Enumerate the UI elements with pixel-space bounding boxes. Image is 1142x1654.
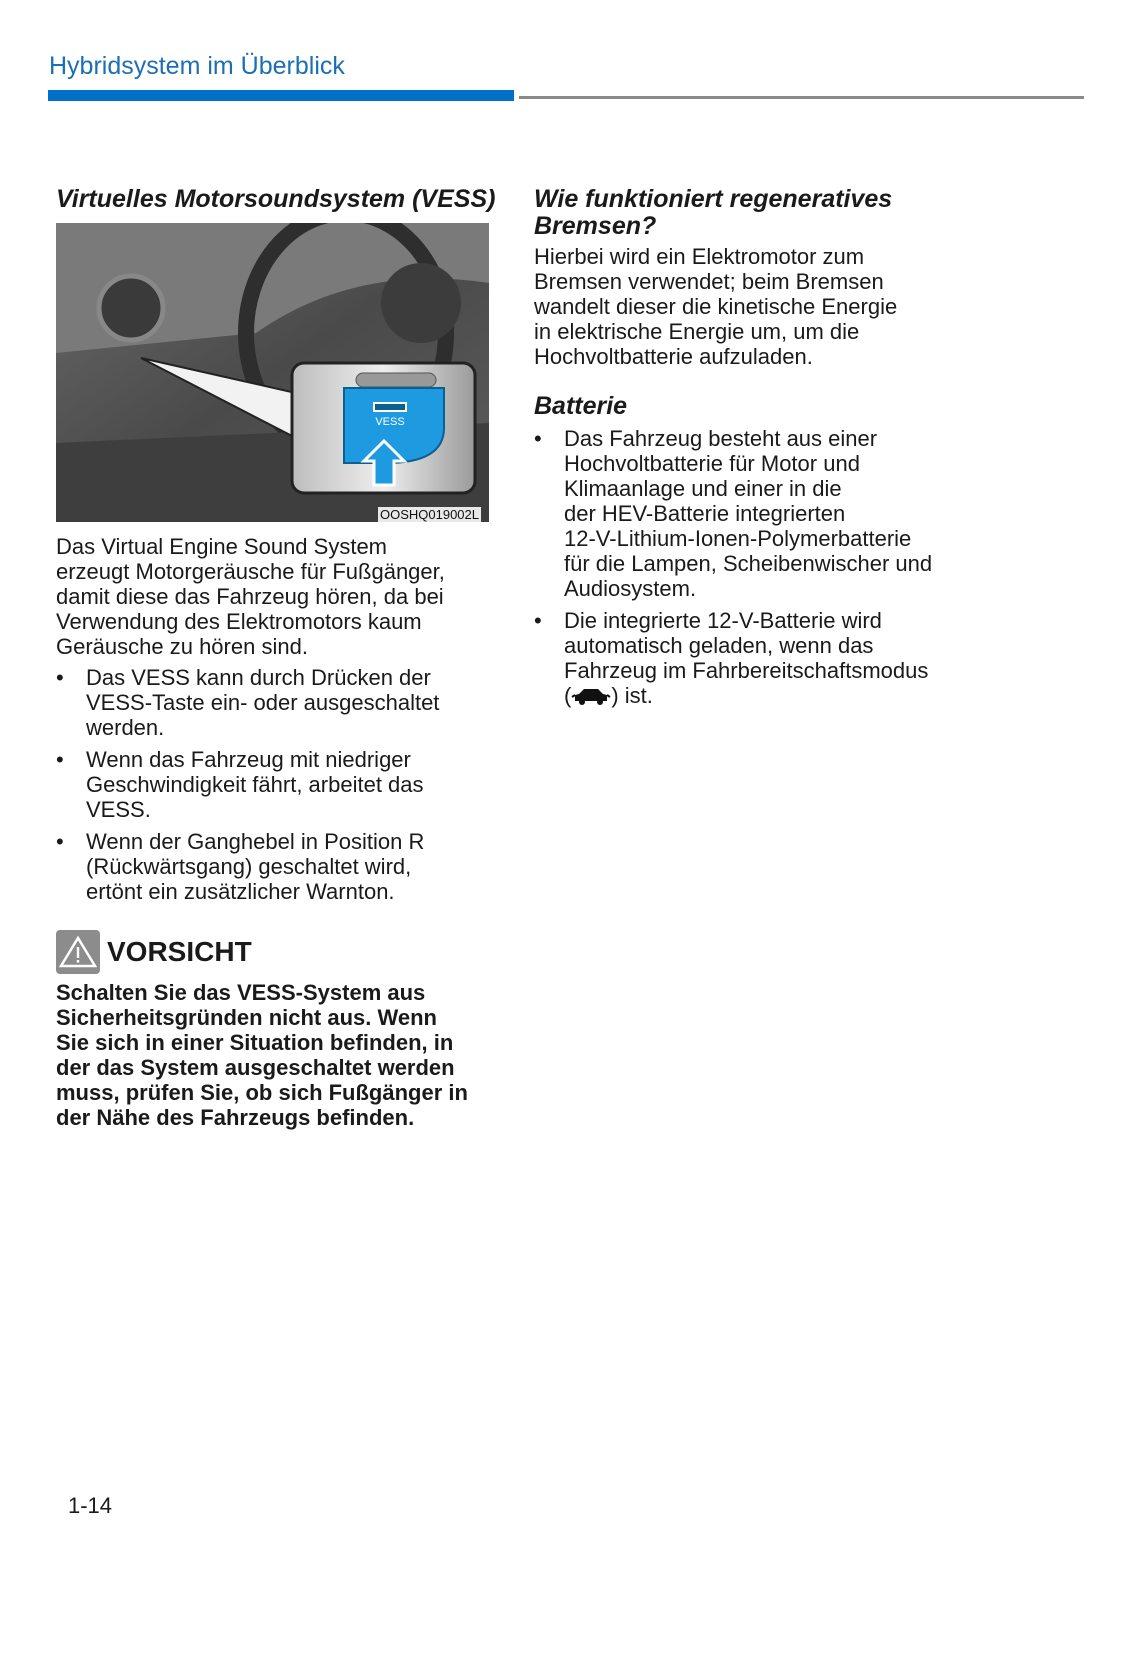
caution-title: VORSICHT (107, 936, 252, 967)
list-item-end: ) ist. (611, 683, 653, 708)
figure-code: OOSHQ019002L (379, 507, 479, 522)
vess-button-label: VESS (375, 416, 405, 428)
vess-bullets (56, 665, 496, 904)
battery-heading: Batterie (534, 392, 628, 420)
right-column (534, 186, 974, 715)
caution-header (56, 930, 496, 974)
left-column (56, 186, 496, 1130)
header-divider (519, 96, 1084, 99)
caution-text: Schalten Sie das VESS-System aus Sicherheitsgründen nicht aus. Wenn Sie sich in einer Situation befinden, in der das System ausgeschaltet werden muss, prüfen Sie, ob sich Fußgänger in der Nähe des Fahrzeugs befinden. (56, 980, 468, 1130)
header-accent-bar (48, 90, 514, 101)
vess-figure (56, 223, 489, 522)
list-item: • Das Fahrzeug besteht aus einer Hochvoltbatterie für Motor und Klimaanlage und einer in die der HEV-Batterie integrierten 12-V-Lithium-Ionen-Polymerbatterie für die Lampen, Scheibenwischer und Audiosystem. (534, 426, 974, 601)
list-item: • Wenn der Ganghebel in Position R (Rückwärtsgang) geschaltet wird, ertönt ein zusätzlicher Warnton. (56, 829, 496, 904)
section-title: Hybridsystem im Überblick (49, 52, 345, 80)
vess-intro: Das Virtual Engine Sound System erzeugt Motorgeräusche für Fußgänger, damit diese das Fahrzeug hören, da bei Verwendung des Elektromotors kaum Geräusche zu hören sind. (56, 534, 445, 659)
vess-heading: Virtuelles Motorsoundsystem (VESS) (56, 185, 496, 213)
list-item: • Die integrierte 12-V-Batterie wird automatisch geladen, wenn das Fahrzeug im Fahrbereitschaftsmodus ( ) ist. (534, 608, 974, 708)
list-item: • Wenn das Fahrzeug mit niedriger Geschwindigkeit fährt, arbeitet das VESS. (56, 747, 496, 822)
warning-triangle-icon (56, 930, 100, 974)
list-item-text: Die integrierte 12-V-Batterie wird automatisch geladen, wenn das Fahrzeug im Fahrbereitschaftsmodus (564, 608, 929, 683)
regen-braking-text: Hierbei wird ein Elektromotor zum Bremsen verwendet; beim Bremsen wandelt dieser die kinetische Energie in elektrische Energie um, um die Hochvoltbatterie aufzuladen. (534, 244, 898, 369)
page-number: 1-14 (68, 1493, 113, 1518)
battery-bullets (534, 426, 974, 708)
dashboard-illustration (56, 223, 489, 522)
ready-mode-car-icon (571, 686, 611, 706)
list-item: • Das VESS kann durch Drücken der VESS-Taste ein- oder ausgeschaltet werden. (56, 665, 496, 740)
regen-braking-heading: Wie funktioniert regeneratives Bremsen? (534, 185, 893, 240)
